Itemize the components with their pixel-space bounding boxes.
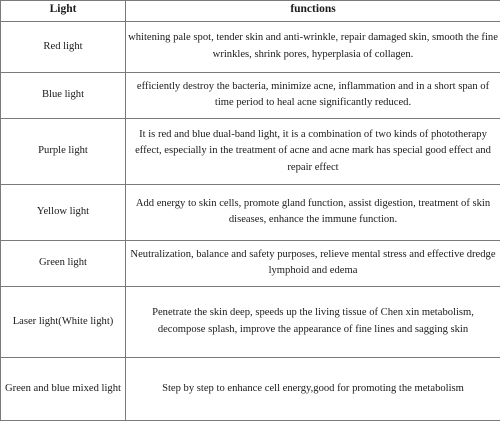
table-row	[1, 118, 500, 184]
light-name-cell: Yellow light	[1, 184, 126, 240]
light-name-cell: Laser light(White light)	[1, 286, 126, 357]
function-cell: whitening pale spot, tender skin and anti-wrinkle, repair damaged skin, smooth the fine wrinkles, shrink pores, hyperplasia of collagen.	[126, 21, 500, 72]
light-name-cell: Green light	[1, 240, 126, 286]
light-name-cell: Green and blue mixed light	[1, 357, 126, 420]
table-row	[1, 240, 500, 286]
table-row	[1, 184, 500, 240]
function-cell: efficiently destroy the bacteria, minimize acne, inflammation and in a short span of time period to heal acne significantly reduced.	[126, 72, 500, 118]
table-row	[1, 72, 500, 118]
table-row	[1, 21, 500, 72]
function-cell: Penetrate the skin deep, speeds up the living tissue of Chen xin metabolism, decompose splash, improve the appearance of fine lines and sagging skin	[126, 286, 500, 357]
column-header-functions: functions	[126, 1, 500, 22]
function-cell: It is red and blue dual-band light, it is a combination of two kinds of phototherapy effect, especially in the treatment of acne and acne mark has special good effect and repair effect	[126, 118, 500, 184]
light-name-cell: Blue light	[1, 72, 126, 118]
light-name-cell: Red light	[1, 21, 126, 72]
light-name-cell: Purple light	[1, 118, 126, 184]
function-cell: Add energy to skin cells, promote gland function, assist digestion, treatment of skin diseases, enhance the immune function.	[126, 184, 500, 240]
function-cell: Neutralization, balance and safety purposes, relieve mental stress and effective dredge lymphoid and edema	[126, 240, 500, 286]
table-row	[1, 357, 500, 420]
function-cell: Step by step to enhance cell energy,good for promoting the metabolism	[126, 357, 500, 420]
table-row	[1, 286, 500, 357]
column-header-light: Light	[1, 1, 126, 22]
table-header-row	[1, 1, 500, 22]
